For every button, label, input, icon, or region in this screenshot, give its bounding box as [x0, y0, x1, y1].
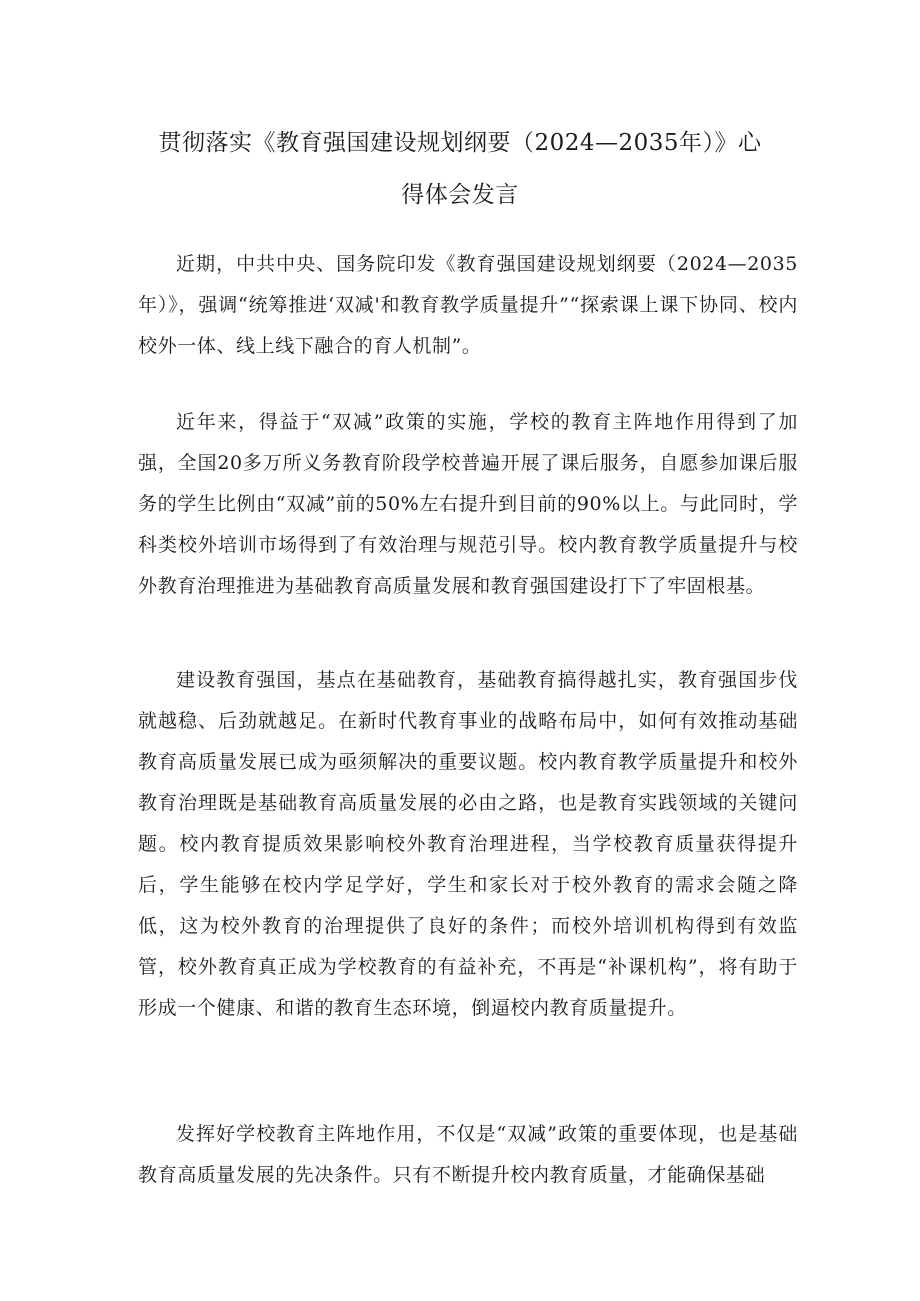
paragraph-4: 发挥好学校教育主阵地作用，不仅是“双减”政策的重要体现，也是基础教育高质量发展的先决条件。只有不断提升校内教育质量，才能确保基础 [138, 1123, 798, 1186]
document-title-line-2: 得体会发言 [401, 182, 519, 208]
paragraph-1: 近期，中共中央、国务院印发《教育强国建设规划纲要（2024—2035年）》，强调“统筹推进‘双减'和教育教学质量提升”“探索课上课下协同、校内校外一体、线上线下融合的育人机制”。 [138, 253, 798, 357]
document-title-line-1: 贯彻落实《教育强国建设规划纲要（2024—2035年）》心 [158, 130, 762, 156]
paragraph-3: 建设教育强国，基点在基础教育，基础教育搞得越扎实，教育强国步伐就越稳、后劲就越足。在新时代教育事业的战略布局中，如何有效推动基础教育高质量发展已成为亟须解决的重要议题。校内教育教学质量提升和校外教育治理既是基础教育高质量发展的必由之路，也是教育实践领域的关键问题。校内教育提质效果影响校外教育治理进程，当学校教育质量获得提升后，学生能够在校内学足学好，学生和家长对于校外教育的需求会随之降低，这为校外教育的治理提供了良好的条件；而校外培训机构得到有效监管，校外教育真正成为学校教育的有益补充，不再是“补课机构”，将有助于形成一个健康、和谐的教育生态环境，倒逼校内教育质量提升。 [138, 669, 798, 1019]
paragraph-2: 近年来，得益于“双减”政策的实施，学校的教育主阵地作用得到了加强，全国20多万所义务教育阶段学校普遍开展了课后服务，自愿参加课后服务的学生比例由“双减”前的50%左右提升到目前的90%以上。与此同时，学科类校外培训市场得到了有效治理与规范引导。校内教育教学质量提升与校外教育治理推进为基础教育高质量发展和教育强国建设打下了牢固根基。 [138, 411, 798, 597]
